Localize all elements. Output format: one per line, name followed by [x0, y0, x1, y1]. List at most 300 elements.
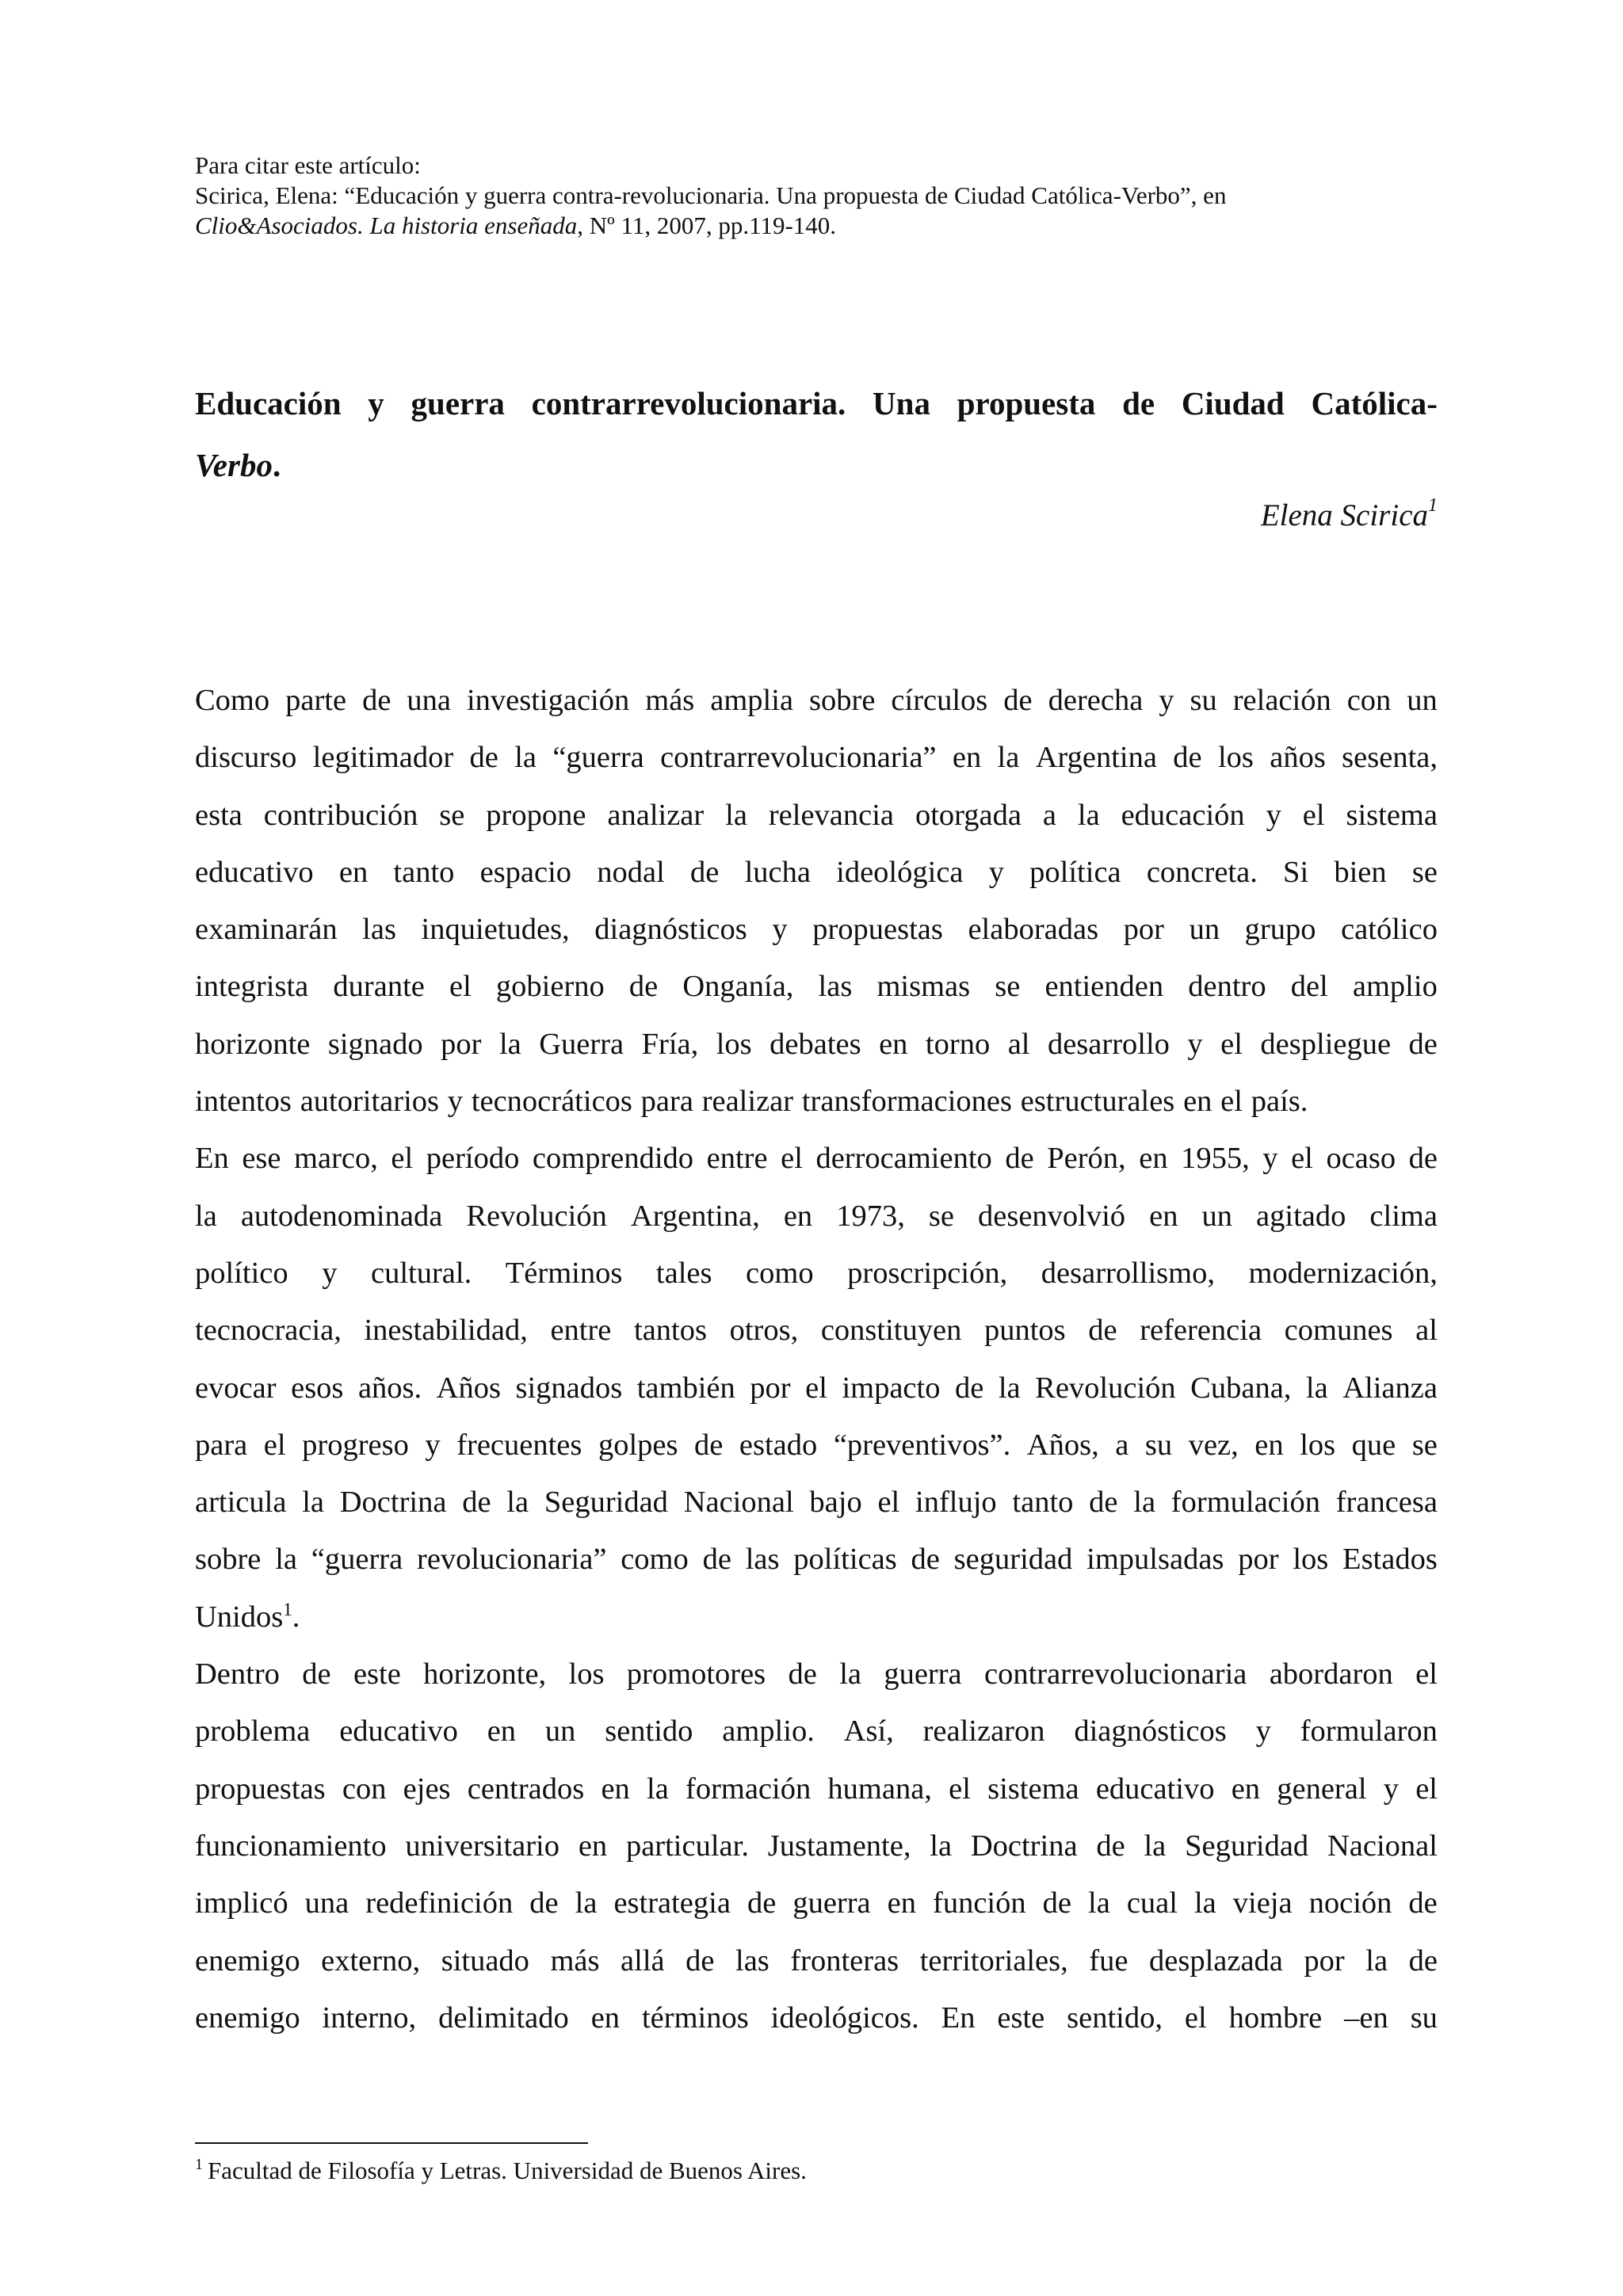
word: la [930, 1829, 953, 1863]
word: la [195, 1199, 217, 1233]
word: Guerra [539, 1027, 624, 1061]
word: signado [327, 1027, 423, 1061]
word: los [1217, 741, 1254, 775]
title-word: Una [873, 385, 930, 421]
word: el [263, 1428, 286, 1462]
word: ideológicos. [770, 2000, 919, 2035]
word: externo, [321, 1943, 421, 1978]
word: durante [333, 970, 425, 1004]
word: y [1383, 1772, 1399, 1806]
word: el [1184, 2000, 1207, 2035]
word: de [694, 1428, 724, 1462]
body-line [195, 1932, 1438, 1989]
word: años [1270, 741, 1326, 775]
word: formación [685, 1772, 812, 1806]
word: que [1351, 1428, 1396, 1462]
word: bajo [809, 1486, 862, 1520]
word: círculos [891, 684, 988, 717]
title-word: Ciudad [1181, 385, 1285, 421]
body-line [195, 1760, 1438, 1817]
footnote-text: Facultad de Filosofía y Letras. Universidad de Buenos Aires. [208, 2157, 807, 2184]
body-line [195, 1817, 1438, 1875]
word: esta [195, 798, 242, 832]
word: tantos [634, 1314, 707, 1348]
word: contrarrevolucionaria” [660, 741, 937, 775]
word: parte [285, 684, 347, 717]
word: una [407, 684, 451, 717]
word: de [469, 741, 498, 775]
word: por [441, 1027, 482, 1061]
word: de [462, 1486, 491, 1520]
word: el [877, 1486, 900, 1520]
word: de [685, 1943, 715, 1978]
word: de [1173, 741, 1202, 775]
word: educativo [1095, 1772, 1215, 1806]
body-line [195, 1360, 1438, 1417]
word: guerra [792, 1886, 871, 1920]
word: estrategia [613, 1886, 731, 1920]
word: país. [1251, 1085, 1308, 1119]
word: la [997, 741, 1020, 775]
word: Seguridad [544, 1486, 668, 1520]
word: Años, [1026, 1428, 1099, 1462]
body-line [195, 729, 1438, 786]
word: Años [436, 1371, 501, 1405]
word: formulación [1170, 1486, 1320, 1520]
word: en [601, 1772, 630, 1806]
body-line [195, 1989, 1438, 2046]
word: otros, [729, 1314, 799, 1348]
word: de [529, 1886, 559, 1920]
word: Onganía, [682, 970, 794, 1004]
word: se [1411, 855, 1438, 889]
word: en [783, 1199, 813, 1233]
word: Dentro [195, 1657, 280, 1691]
word: situado [441, 1943, 529, 1978]
word: de [911, 1543, 940, 1577]
word: y [447, 1085, 464, 1119]
word: legitimador [312, 741, 454, 775]
word: años. [357, 1371, 422, 1405]
word: Perón, [1047, 1142, 1126, 1176]
word: en [1183, 1085, 1212, 1119]
word: para [640, 1085, 693, 1119]
word: de [747, 1886, 777, 1920]
word: Alianza [1342, 1371, 1438, 1405]
word: este [997, 2000, 1045, 2035]
word: esos [291, 1371, 344, 1405]
body-line [195, 901, 1438, 958]
word: sentido, [1067, 2000, 1163, 2035]
word: desenvolvió [978, 1199, 1126, 1233]
word: político [195, 1256, 288, 1290]
word: términos [641, 2000, 749, 2035]
word: sistema [1346, 798, 1438, 832]
word: el [949, 1772, 971, 1806]
word: francesa [1335, 1486, 1438, 1520]
word: y [425, 1428, 441, 1462]
word: los [1300, 1428, 1336, 1462]
body-line [195, 844, 1438, 901]
word: por [750, 1371, 791, 1405]
word: se [928, 1199, 954, 1233]
word: políticas [793, 1543, 897, 1577]
word: constituyen [820, 1314, 962, 1348]
word: torno [925, 1027, 991, 1061]
citation-journal-line [195, 211, 1431, 241]
body-line [195, 1016, 1438, 1073]
word: tecnocráticos [471, 1085, 632, 1119]
word: en [578, 1829, 608, 1863]
author-name [1260, 495, 1438, 533]
word: en [1149, 1199, 1178, 1233]
word: signados [515, 1371, 623, 1405]
word: por [1304, 1943, 1345, 1978]
word: clima [1369, 1199, 1438, 1233]
word: vez, [1188, 1428, 1239, 1462]
word: allá [621, 1943, 665, 1978]
word: espacio [479, 855, 572, 889]
word: Fría, [641, 1027, 699, 1061]
word: la [275, 1543, 297, 1577]
title-word: Católica- [1311, 385, 1438, 421]
word: Argentina, [630, 1199, 760, 1233]
word: en [879, 1027, 908, 1061]
word: amplia [710, 684, 794, 717]
word: discurso [195, 741, 297, 775]
word: de [702, 1543, 731, 1577]
word: en [887, 1886, 916, 1920]
footnote-ref[interactable]: 1 [283, 1599, 292, 1619]
word: como [746, 1256, 814, 1290]
word: católico [1341, 913, 1438, 947]
word: 1973, [836, 1199, 905, 1233]
word: de [1003, 684, 1033, 717]
word: en [1231, 1772, 1261, 1806]
word: seguridad [953, 1543, 1073, 1577]
word: Cubana, [1190, 1371, 1292, 1405]
word: su [1190, 684, 1217, 717]
word: las [362, 913, 396, 947]
word: de [362, 684, 391, 717]
word: influjo [915, 1486, 997, 1520]
word: fue [1089, 1943, 1128, 1978]
word: política [1029, 855, 1121, 889]
title-line-2-text: Verbo [195, 447, 273, 483]
word: el [1291, 1142, 1313, 1176]
word: implicó [195, 1886, 288, 1920]
word: problema [195, 1714, 311, 1749]
word: los [1293, 1543, 1329, 1577]
word: derrocamiento [815, 1142, 992, 1176]
word: y [1159, 684, 1174, 717]
word: derecha [1048, 684, 1144, 717]
word: ese [242, 1142, 281, 1176]
word: Revolución [1035, 1371, 1176, 1405]
word: tecnocracia, [195, 1314, 342, 1348]
word: tanto [393, 855, 455, 889]
word: autodenominada [240, 1199, 443, 1233]
word: transformaciones [801, 1085, 1012, 1119]
word: la [1193, 1886, 1216, 1920]
word: al [1007, 1027, 1030, 1061]
word: progreso [302, 1428, 409, 1462]
word: propuestas [812, 913, 943, 947]
title-word: de [1122, 385, 1155, 421]
word: por [1238, 1543, 1279, 1577]
word: lucha [744, 855, 811, 889]
word: se [1411, 1428, 1438, 1462]
word: vieja [1232, 1886, 1293, 1920]
body-line [195, 1703, 1438, 1760]
word: desarrollo [1047, 1027, 1170, 1061]
word: educativo [339, 1714, 458, 1749]
word: propone [486, 798, 586, 832]
word: y [1266, 798, 1281, 832]
body-line [195, 1130, 1438, 1187]
word: por [1123, 913, 1164, 947]
citation-heading: Para citar este artículo: [195, 151, 421, 179]
word: desarrollismo, [1041, 1256, 1215, 1290]
word: concreta. [1146, 855, 1258, 889]
word: impulsadas [1086, 1543, 1224, 1577]
word: elaboradas [968, 913, 1099, 947]
word: de [1408, 1943, 1438, 1978]
word: Nacional [1327, 1829, 1438, 1863]
word: en [952, 741, 982, 775]
word: cual [1126, 1886, 1178, 1920]
word: enemigo [195, 1943, 300, 1978]
word: sistema [987, 1772, 1079, 1806]
word: integrista [195, 970, 309, 1004]
word: a [1115, 1428, 1129, 1462]
word: Estados [1342, 1543, 1438, 1577]
word: abordaron [1269, 1657, 1393, 1691]
word: En [941, 2000, 976, 2035]
word: y [988, 855, 1004, 889]
word: el [449, 970, 472, 1004]
word: ideológica [836, 855, 964, 889]
title-line-2-suffix: . [272, 447, 281, 483]
word: las [818, 970, 853, 1004]
word: y [1255, 1714, 1271, 1749]
word: como [621, 1543, 689, 1577]
word: particular. [625, 1829, 749, 1863]
word: la [998, 1371, 1021, 1405]
word: entienden [1044, 970, 1164, 1004]
word: el [1302, 798, 1325, 832]
word: de [1408, 1886, 1438, 1920]
word: relación [1232, 684, 1331, 717]
word: de [1096, 1829, 1125, 1863]
body-line [195, 1875, 1438, 1932]
word: interno, [322, 2000, 417, 2035]
word: de [690, 855, 720, 889]
word: bien [1334, 855, 1387, 889]
word: educación [1121, 798, 1245, 832]
word: al [1415, 1314, 1438, 1348]
word: del [1290, 970, 1328, 1004]
word: en [1254, 1428, 1284, 1462]
word: entre [550, 1314, 612, 1348]
title-word: guerra [411, 385, 505, 421]
body-text [195, 672, 1438, 2046]
word: modernización, [1248, 1256, 1438, 1290]
citation-journal: Clio&Asociados. La historia enseñada [195, 212, 578, 239]
citation-block [195, 151, 1431, 241]
word: la [575, 1886, 598, 1920]
word: de [1005, 1142, 1034, 1176]
word: hombre [1228, 2000, 1323, 2035]
word: el [391, 1142, 414, 1176]
word: este [353, 1657, 401, 1691]
author-footnote-ref[interactable]: 1 [1428, 495, 1438, 516]
word: en [1139, 1142, 1168, 1176]
word: investigación [466, 684, 630, 717]
word: proscripción, [847, 1256, 1008, 1290]
word: Términos [505, 1256, 623, 1290]
word: la [1088, 1886, 1110, 1920]
body-line [195, 1417, 1438, 1474]
word: la [839, 1657, 861, 1691]
word: fronteras [790, 1943, 899, 1978]
word: contribución [263, 798, 418, 832]
word: el [1415, 1772, 1438, 1806]
word: sentido [605, 1714, 693, 1749]
word: intentos [195, 1085, 292, 1119]
word: la [725, 798, 747, 832]
word: de [954, 1371, 984, 1405]
word: el [1220, 1027, 1243, 1061]
word: Justamente, [767, 1829, 911, 1863]
word: Si [1283, 855, 1309, 889]
word: horizonte [195, 1027, 311, 1061]
word: la [1144, 1829, 1167, 1863]
word: más [550, 1943, 600, 1978]
word: sobre [809, 684, 876, 717]
word: agitado [1256, 1199, 1346, 1233]
word: la [1305, 1371, 1328, 1405]
word: cultural. [371, 1256, 472, 1290]
word: y [1262, 1142, 1278, 1176]
word: dentro [1188, 970, 1266, 1004]
word: “guerra [311, 1543, 403, 1577]
citation-reference: Scirica, Elena: “Educación y guerra contra-revolucionaria. Una propuesta de Ciudad Católica-Verbo”, en [195, 181, 1227, 209]
word: En [195, 1142, 229, 1176]
word: desplazada [1149, 1943, 1283, 1978]
word: período [426, 1142, 520, 1176]
word: marco, [294, 1142, 378, 1176]
word: la [506, 1486, 529, 1520]
word: más [645, 684, 695, 717]
body-line [195, 787, 1438, 844]
word: Como [195, 684, 270, 717]
word: Unidos$^1$. [195, 1599, 300, 1634]
word: en [487, 1714, 517, 1749]
word: grupo [1244, 913, 1316, 947]
word: la [302, 1486, 324, 1520]
word: estructurales [1020, 1085, 1175, 1119]
word: enemigo [195, 2000, 300, 2035]
word: puntos [983, 1314, 1066, 1348]
word: revolucionaria” [417, 1543, 607, 1577]
word: la [498, 1027, 521, 1061]
word: la [1077, 798, 1100, 832]
word: y [1187, 1027, 1203, 1061]
word: mismas [876, 970, 971, 1004]
word: nodal [597, 855, 665, 889]
word: contrarrevolucionaria [984, 1657, 1247, 1691]
word: para [195, 1428, 248, 1462]
footnote-number: 1 [195, 2156, 203, 2173]
word: un [544, 1714, 576, 1749]
word: el [1220, 1085, 1243, 1119]
word: despliegue [1260, 1027, 1392, 1061]
word: referencia [1140, 1314, 1262, 1348]
word: diagnósticos [594, 913, 747, 947]
word: propuestas [195, 1772, 326, 1806]
word: ocaso [1326, 1142, 1396, 1176]
word: las [735, 1943, 769, 1978]
body-line [195, 1589, 1438, 1646]
word: territoriales, [919, 1943, 1068, 1978]
title-line-2 [195, 434, 1438, 496]
body-line [195, 1302, 1438, 1359]
word: su [1410, 2000, 1438, 2035]
word: delimitado [438, 2000, 569, 2035]
word: con [1346, 684, 1392, 717]
article-title [195, 372, 1438, 496]
word: de [1042, 1886, 1071, 1920]
word: de [1089, 1486, 1118, 1520]
word: articula [195, 1486, 287, 1520]
word: estado [739, 1428, 818, 1462]
word: inestabilidad, [364, 1314, 528, 1348]
word: tanto [1012, 1486, 1074, 1520]
word: función [933, 1886, 1026, 1920]
word: impacto [842, 1371, 941, 1405]
body-line [195, 672, 1438, 729]
word: comunes [1284, 1314, 1393, 1348]
word: promotores [626, 1657, 766, 1691]
word: centrados [467, 1772, 585, 1806]
word: humana, [827, 1772, 932, 1806]
word: Revolución [466, 1199, 607, 1233]
citation-details: , Nº 11, 2007, pp.119-140. [577, 212, 837, 239]
word: redefinición [365, 1886, 514, 1920]
body-line [195, 1531, 1438, 1588]
word: el [805, 1371, 827, 1405]
word: entre [706, 1142, 768, 1176]
word: de [1408, 1142, 1438, 1176]
word: funcionamiento [195, 1829, 387, 1863]
word: inquietudes, [421, 913, 570, 947]
word: analizar [607, 798, 705, 832]
author-text: Elena Scirica [1260, 498, 1428, 532]
word: horizonte, [423, 1657, 547, 1691]
word: 1955, [1181, 1142, 1250, 1176]
word: en [338, 855, 369, 889]
word: Nacional [683, 1486, 794, 1520]
word: universitario [405, 1829, 560, 1863]
body-line [195, 1646, 1438, 1703]
word: la [514, 741, 537, 775]
word: los [716, 1027, 752, 1061]
title-word: Educación [195, 385, 342, 421]
word: ejes [403, 1772, 451, 1806]
word: una [304, 1886, 349, 1920]
word: examinarán [195, 913, 338, 947]
